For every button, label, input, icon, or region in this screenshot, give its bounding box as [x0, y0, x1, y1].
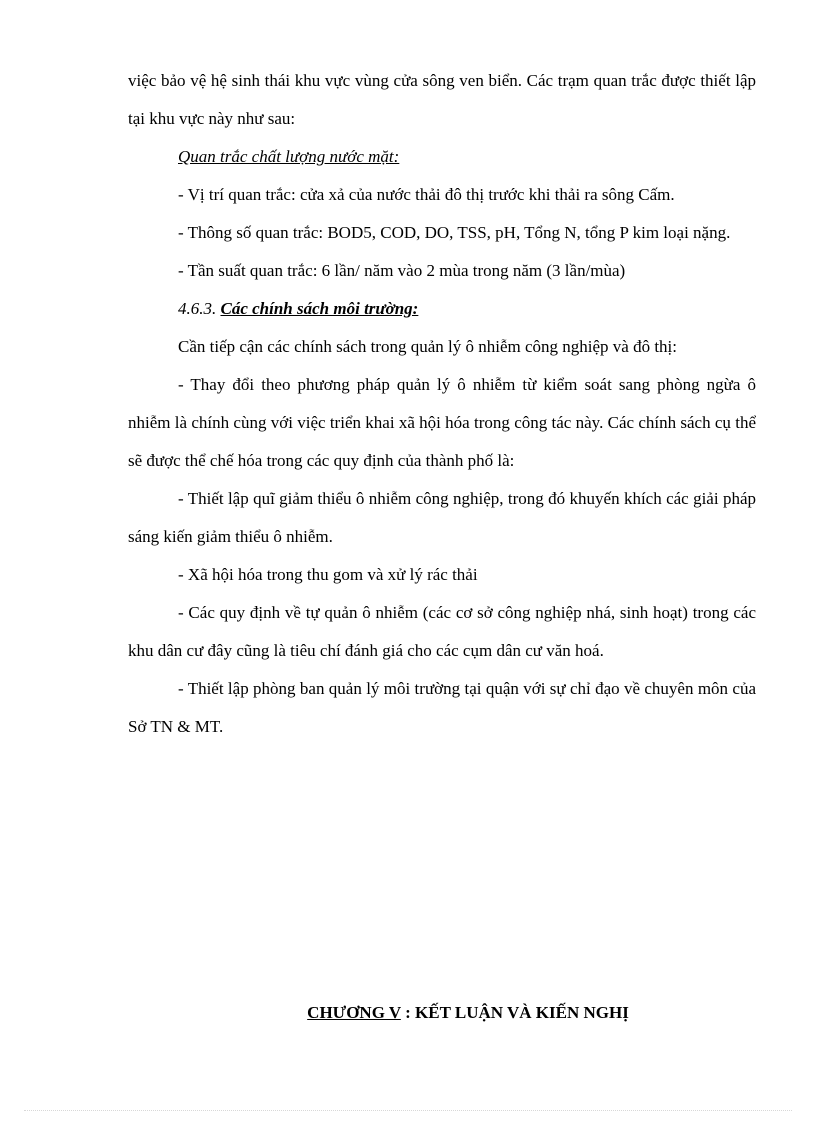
chapter-label: CHƯƠNG V — [307, 1003, 401, 1022]
subheading-surface-water — [128, 138, 756, 176]
paragraph-self-management: - Các quy định về tự quản ô nhiễm (các cơ sở công nghiệp nhá, sinh hoạt) trong các khu dân cư đây cũng là tiêu chí đánh giá cho các cụm dân cư văn hoá. — [128, 603, 756, 660]
paragraph-intro: việc bảo vệ hệ sinh thái khu vực vùng cửa sông ven biển. Các trạm quan trắc được thiết lập tại khu vực này như sau: — [128, 71, 756, 128]
section-number: 4.6.3. — [178, 299, 217, 318]
chapter-heading — [0, 1003, 816, 1023]
section-heading — [128, 290, 756, 328]
paragraph-monitoring-parameters: - Thông số quan trắc: BOD5, COD, DO, TSS, pH, Tổng N, tổng P kim loại nặng. — [178, 223, 731, 242]
document-body — [128, 62, 756, 746]
paragraph-policy-intro: Cần tiếp cận các chính sách trong quản lý ô nhiễm công nghiệp và đô thị: — [178, 337, 678, 356]
paragraph-policy-change: - Thay đổi theo phương pháp quản lý ô nhiễm từ kiểm soát sang phòng ngừa ô nhiễm là chính cùng với việc triển khai xã hội hóa trong công tác này. Các chính sách cụ thể sẽ được thể chế hóa trong các quy định của thành phố là: — [128, 375, 756, 470]
paragraph-monitoring-location: - Vị trí quan trắc: cửa xả của nước thải đô thị trước khi thải ra sông Cấm. — [178, 185, 675, 204]
page-bottom-rule — [24, 1110, 792, 1111]
chapter-separator: : — [400, 1003, 416, 1022]
paragraph-waste-socialization: - Xã hội hóa trong thu gom và xử lý rác thải — [178, 565, 478, 584]
paragraph-pollution-fund: - Thiết lập quĩ giảm thiểu ô nhiễm công nghiệp, trong đó khuyến khích các giải pháp sáng kiến giảm thiểu ô nhiễm. — [128, 489, 756, 546]
paragraph-monitoring-frequency: - Tần suất quan trắc: 6 lần/ năm vào 2 mùa trong năm (3 lần/mùa) — [178, 261, 626, 280]
section-title: Các chính sách môi trường: — [220, 299, 419, 318]
subheading-text: Quan trắc chất lượng nước mặt: — [178, 147, 400, 166]
paragraph-environment-office: - Thiết lập phòng ban quản lý môi trường tại quận với sự chỉ đạo về chuyên môn của Sở TN & MT. — [128, 679, 756, 736]
chapter-title: KẾT LUẬN VÀ KIẾN NGHỊ — [415, 1003, 629, 1022]
